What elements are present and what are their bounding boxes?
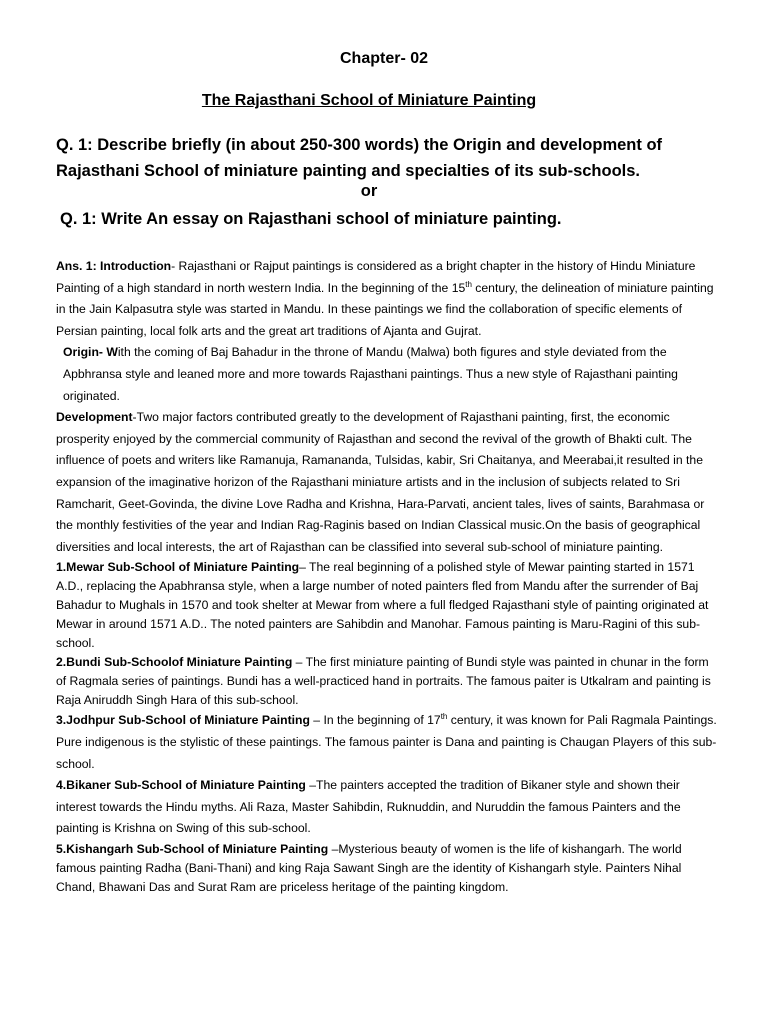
- bundi-text: – The first miniature painting of Bundi style was painted in chunar in the form of Ragmala series of paintings. Bundi has a well-practiced hand in portraits. The famous paiter is Utkalram and painting is Raja Aniruddh Singh Hara of this sub-school.: [56, 655, 711, 708]
- kishangarh-paragraph: [56, 840, 720, 897]
- intro-paragraph: [56, 256, 720, 342]
- question-1-alternate: Q. 1: Write An essay on Rajasthani school of miniature painting.: [60, 210, 562, 228]
- jodhpur-text-a: – In the beginning of 17: [309, 713, 441, 728]
- intro-label: Ans. 1: Introduction: [56, 259, 172, 273]
- intro-text-a: - Rajasthani or Rajput paintings is considered as a bright chapter in the history of Hindu Miniature Painting of a high standard in north western India. In the beginning of the 15: [56, 259, 696, 295]
- origin-label: Origin- W: [63, 345, 118, 360]
- intro-sup: th: [465, 279, 472, 289]
- jodhpur-label: 3.Jodhpur Sub-School of Miniature Painting: [56, 713, 310, 728]
- intro-text-b: century, the delineation of miniature painting in the Jain Kalpasutra style was started in Mandu. In these paintings we find the collaboration of specific elements of Persian painting, local folk arts and the great art traditions of Ajanta and Gujrat.: [56, 280, 714, 338]
- answer-body: [56, 256, 720, 897]
- page-title: The Rajasthani School of Miniature Painting: [201, 92, 537, 109]
- or-separator: or: [360, 182, 378, 200]
- jodhpur-sup: th: [440, 712, 448, 722]
- question-1: Q. 1: Describe briefly (in about 250-300 words) the Origin and development of Rajasthani School of miniature painting and specialties of its sub-schools.: [56, 136, 663, 180]
- bikaner-paragraph: [56, 775, 720, 840]
- origin-text: ith the coming of Baj Bahadur in the throne of Mandu (Malwa) both figures and style deviated from the Apbhransa style and leaned more and more towards Rajasthani paintings. Thus a new style of Rajasthani painting originated.: [63, 345, 678, 403]
- mewar-text: – The real beginning of a polished style of Mewar painting started in 1571 A.D., replacing the Apabhransa style, when a large number of noted painters fled from Mandu after the surrender of Baj Bahadur to Mughals in 1570 and took shelter at Mewar from where a full fledged Rajasthani style of painting originated at Mewar in around 1571 A.D.. The noted painters are Sahibdin and Manohar. Famous painting is Maru-Ragini of this sub-school.: [56, 560, 709, 651]
- bikaner-text: –The painters accepted the tradition of Bikaner style and shown their interest towards the Hindu myths. Ali Raza, Master Sahibdin, Ruknuddin, and Nuruddin the famous Painters and the painting is Krishna on Swing of this sub-school.: [56, 778, 681, 836]
- development-label: Development: [56, 410, 133, 425]
- origin-paragraph: [56, 342, 720, 407]
- kishangarh-text: –Mysterious beauty of women is the life of kishangarh. The world famous painting Radha (Bani-Thani) and king Raja Sawant Singh are the identity of Kishangarh style. Painters Nihal Chand, Bhawani Das and Surat Ram are priceless heritage of the painting kingdom.: [56, 841, 682, 894]
- chapter-label: Chapter- 02: [339, 50, 429, 67]
- mewar-paragraph: [56, 558, 720, 653]
- development-paragraph: [56, 407, 720, 558]
- development-text: -Two major factors contributed greatly to the development of Rajasthani painting, first, the economic prosperity enjoyed by the commercial community of Rajasthan and second the revival of the growth of Bhakti cult. The influence of poets and writers like Ramanuja, Ramananda, Tulsidas, kabir, Sri Chaitanya, and Meerabai,it resulted in the expansion of the imaginative horizon of the Rajasthani miniature artists and in the inclusion of subjects related to Sri Ramcharit, Geet-Govinda, the divine Love Radha and Krishna, Hara-Parvati, ancient tales, lives of saints, Barahmasa or the monthly festivities of the year and Indian Rag-Raginis based on Indian Classical music.On the basis of geographical diversities and local interests, the art of Rajasthan can be classified into several sub-school of miniature painting.: [56, 410, 705, 554]
- chapter-heading: [0, 50, 768, 68]
- jodhpur-text-b: century, it was known for Pali Ragmala Paintings. Pure indigenous is the stylistic of these paintings. The famous painter is Dana and painting is Chaugan Players of this sub-school.: [56, 713, 717, 771]
- jodhpur-paragraph: [56, 710, 720, 775]
- bundi-label: 2.Bundi Sub-Schoolof Miniature Painting: [56, 655, 293, 670]
- kishangarh-label: 5.Kishangarh Sub-School of Miniature Painting: [56, 841, 329, 856]
- bundi-paragraph: [56, 653, 720, 710]
- bikaner-label: 4.Bikaner Sub-School of Miniature Painting: [56, 778, 306, 793]
- mewar-label: 1.Mewar Sub-School of Miniature Painting: [56, 560, 300, 575]
